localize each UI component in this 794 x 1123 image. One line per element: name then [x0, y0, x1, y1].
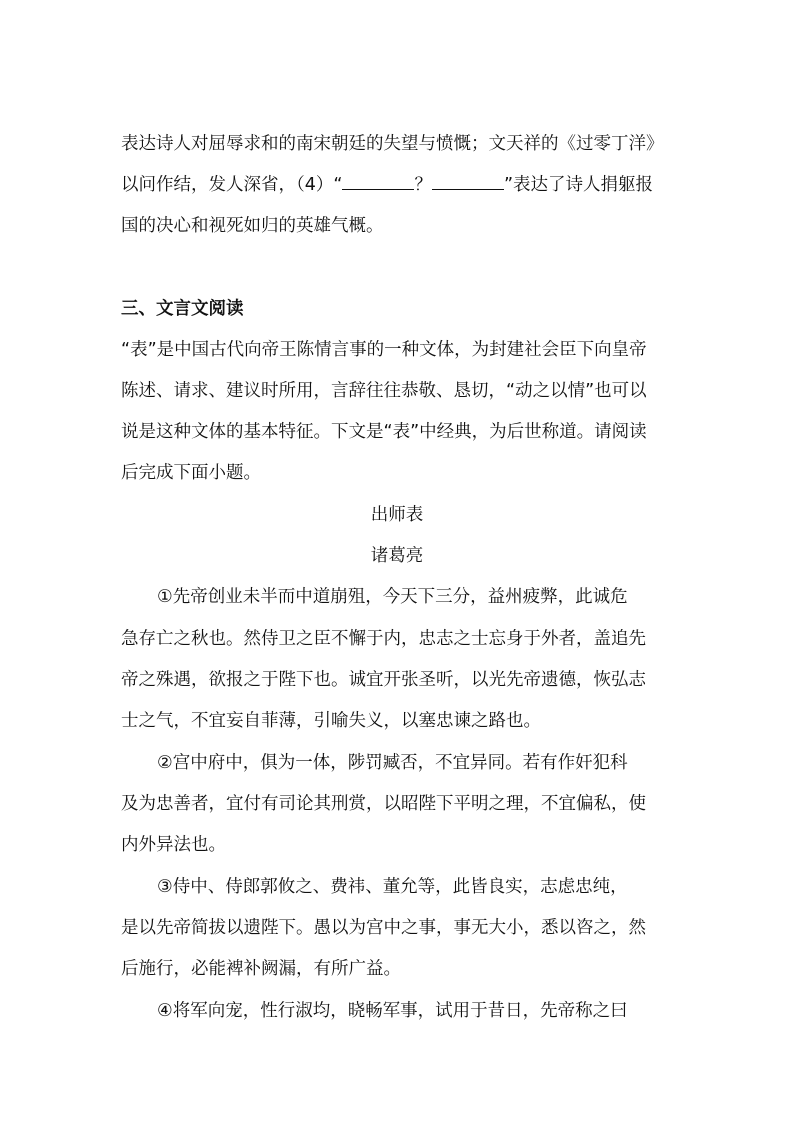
- intro-line-1: 表达诗人对屈辱求和的南宋朝廷的失望与愤慨；文天祥的《过零丁洋》: [121, 134, 664, 154]
- section-heading: 三、文言文阅读: [121, 299, 244, 319]
- blank-item-label: （4）“: [296, 175, 343, 195]
- intro-line-2-text: 以问作结，发人深省，: [121, 175, 296, 195]
- paragraph-2-line-3: 内外异法也。: [121, 835, 226, 855]
- intro-line-3: 国的决心和视死如归的英雄气概。: [121, 216, 384, 236]
- paragraph-4-line-1: ④将军向宠，性行淑均，晓畅军事，试用于昔日，先帝称之曰: [157, 1001, 628, 1021]
- paragraph-1-line-4: 士之气，不宜妄自菲薄，引喻失义，以塞忠谏之路也。: [121, 711, 541, 731]
- paragraph-2-line-2: 及为忠善者，宜付有司论其刑赏，以昭陛下平明之理，不宜偏私，使: [121, 794, 646, 814]
- section-intro-line-2: 陈述、请求、建议时所用，言辞往往恭敬、恳切，“动之以情”也可以: [121, 381, 647, 401]
- paragraph-3-line-3: 后施行，必能裨补阙漏，有所广益。: [121, 959, 401, 979]
- answer-blank-1: [342, 173, 414, 190]
- paragraph-1-line-3: 帝之殊遇，欲报之于陛下也。诚宜开张圣听，以光先帝遗德，恢弘志: [121, 670, 646, 690]
- paragraph-2-line-1: ②宫中府中，俱为一体，陟罚臧否，不宜异同。若有作奸犯科: [157, 753, 628, 773]
- answer-blank-2: [432, 173, 504, 190]
- section-intro-line-4: 后完成下面小题。: [121, 463, 261, 483]
- section-intro-line-3: 说是这种文体的基本特征。下文是“表”中经典，为后世称道。请阅读: [121, 422, 647, 442]
- paragraph-1-line-1: ①先帝创业未半而中道崩殂，今天下三分，益州疲弊，此诚危: [157, 587, 628, 607]
- article-title: 出师表: [370, 505, 424, 525]
- paragraph-3-line-1: ③侍中、侍郎郭攸之、费祎、董允等，此皆良实，志虑忠纯，: [157, 877, 628, 897]
- paragraph-3-line-2: 是以先帝简拔以遗陛下。愚以为宫中之事，事无大小，悉以咨之，然: [121, 918, 646, 938]
- section-intro-line-1: “表”是中国古代向帝王陈情言事的一种文体，为封建社会臣下向皇帝: [121, 340, 647, 360]
- article-author: 诸葛亮: [370, 546, 424, 566]
- blank-question-mark: ？: [414, 175, 432, 195]
- blank-item-suffix: ”表达了诗人捐躯报: [503, 175, 654, 195]
- intro-line-2: [121, 173, 653, 197]
- paragraph-1-line-2: 急存亡之秋也。然侍卫之臣不懈于内，忠志之士忘身于外者，盖追先: [121, 629, 646, 649]
